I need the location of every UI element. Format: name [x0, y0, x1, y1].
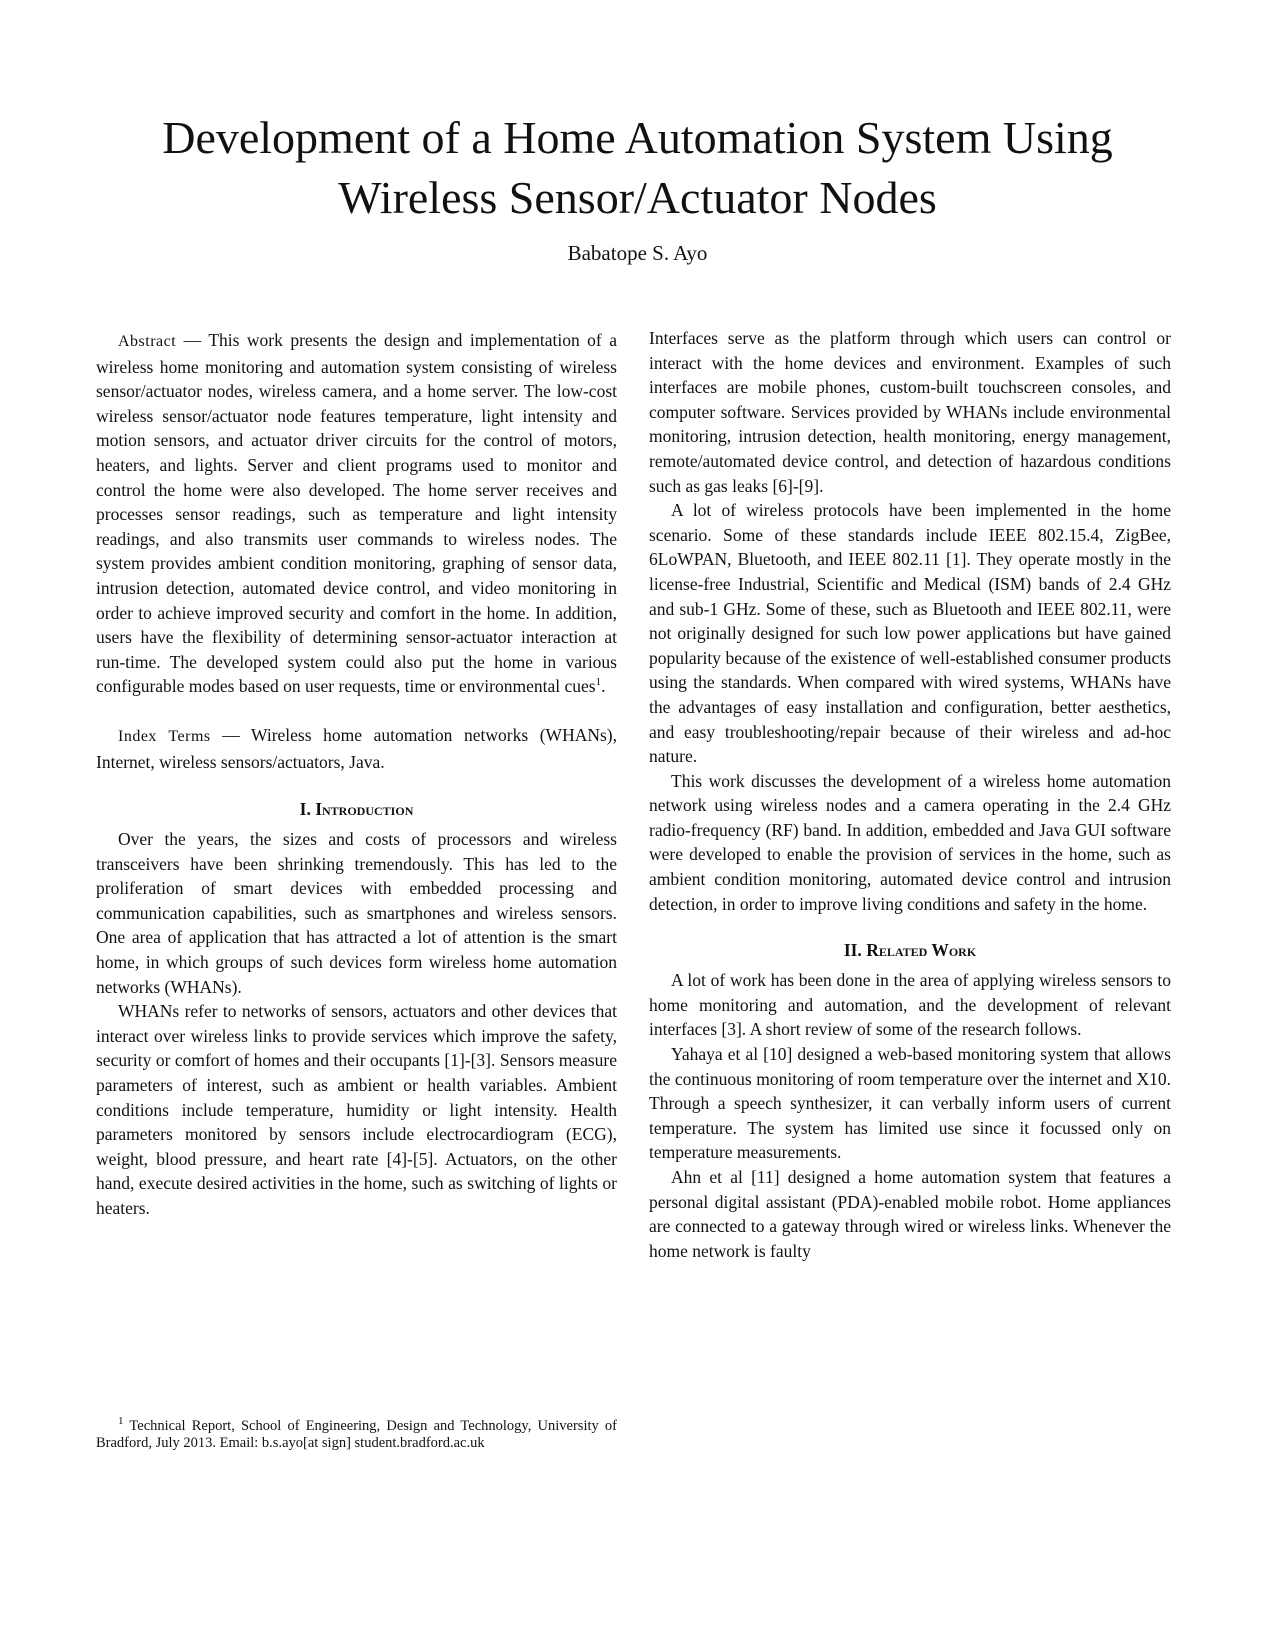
title-line-1: Development of a Home Automation System Using: [162, 112, 1113, 163]
index-terms-label: Index Terms: [118, 727, 211, 745]
footnote-mark: 1: [118, 1415, 124, 1428]
index-terms-text: Wireless home automation networks (WHANs), Internet, wireless sensors/actuators, Java.: [96, 724, 617, 772]
index-terms: [96, 723, 617, 774]
section-heading-related-work: [649, 938, 1171, 962]
title-line-2: Wireless Sensor/Actuator Nodes: [338, 172, 937, 223]
footnote: [96, 1415, 617, 1452]
abstract: [96, 328, 617, 699]
left-column: [96, 328, 617, 1221]
abstract-text: This work presents the design and implementation of a wireless home monitoring and automation system consisting of wireless sensor/actuator nodes, wireless camera, and a home server. The low-cost wireless sensor/actuator node features temperature, light intensity and motion sensors, and actuator driver circuits for the control of motors, heaters, and lights. Server and client programs used to monitor and control the home were also developed. The home server receives and processes sensor readings, such as temperature and light intensity readings, and also transmits user commands to wireless nodes. The system provides ambient condition monitoring, graphing of sensor data, intrusion detection, automated device control, and video monitoring in order to achieve improved security and comfort in the home. In addition, users have the flexibility of determining sensor-actuator interaction at run-time. The developed system could also put the home in various configurable modes based on user requests, time or environmental cues: [96, 330, 617, 697]
abstract-end: .: [601, 676, 606, 697]
section-heading-introduction: [96, 797, 617, 821]
footnote-body: Technical Report, School of Engineering, Design and Technology, University of Bradford, July 2013. Email: b.s.ayo[at sign] student.bradford.ac.uk: [96, 1418, 617, 1451]
index-terms-dash: —: [222, 724, 240, 745]
section-number: I.: [299, 799, 311, 820]
section-number: II.: [843, 940, 862, 961]
right-column: [649, 326, 1171, 1263]
paper-title: [80, 108, 1195, 228]
paragraph: A lot of work has been done in the area of applying wireless sensors to home monitoring and automation, and the development of relevant interfaces [3]. A short review of some of the research follows.: [649, 970, 1171, 1040]
paragraph-continuation: Interfaces serve as the platform through which users can control or interact with the home devices and environment. Examples of such interfaces are mobile phones, custom-built touchscreen consoles, and computer software. Services provided by WHANs include environmental monitoring, intrusion detection, health monitoring, energy management, remote/automated device control, and detection of hazardous conditions such as gas leaks [6]-[9].: [649, 328, 1171, 496]
footnote-text: [96, 1415, 617, 1452]
footnote-reference: 1: [595, 676, 602, 689]
section-title: Introduction: [315, 799, 414, 820]
paragraph: A lot of wireless protocols have been implemented in the home scenario. Some of these standards include IEEE 802.15.4, ZigBee, 6LoWPAN, Bluetooth, and IEEE 802.11 [1]. They operate mostly in the license-free Industrial, Scientific and Medical (ISM) bands of 2.4 GHz and sub-1 GHz. Some of these, such as Bluetooth and IEEE 802.11, were not originally designed for such low power applications but have gained popularity because of the existence of well-established consumer products using the standards. When compared with wired systems, WHANs have the advantages of easy installation and configuration, better aesthetics, and easy troubleshooting/repair because of their wireless and ad-hoc nature.: [649, 500, 1171, 767]
paragraph: Yahaya et al [10] designed a web-based monitoring system that allows the continuous monitoring of room temperature over the internet and X10. Through a speech synthesizer, it can verbally inform users of current temperature. The system has limited use since it focussed only on temperature measurements.: [649, 1044, 1171, 1163]
author-name: Babatope S. Ayo: [567, 241, 708, 265]
paragraph: This work discusses the development of a wireless home automation network using wireless nodes and a camera operating in the 2.4 GHz radio-frequency (RF) band. In addition, embedded and Java GUI software were developed to enable the provision of services in the home, such as ambient condition monitoring, automated device control and intrusion detection, in order to improve living conditions and safety in the home.: [649, 770, 1171, 914]
abstract-label: Abstract: [118, 333, 177, 350]
section-title: Related Work: [866, 940, 977, 961]
paragraph: Over the years, the sizes and costs of processors and wireless transceivers have been shrinking tremendously. This has led to the proliferation of smart devices with embedded processing and communication capabilities, such as smartphones and wireless sensors. One area of application that has attracted a lot of attention is the smart home, in which groups of such devices form wireless home automation networks (WHANs).: [96, 829, 617, 997]
paragraph: WHANs refer to networks of sensors, actuators and other devices that interact over wireless links to provide services which improve the safety, security or comfort of homes and their occupants [1]-[3]. Sensors measure parameters of interest, such as ambient or health variables. Ambient conditions include temperature, humidity or light intensity. Health parameters monitored by sensors include electrocardiogram (ECG), weight, blood pressure, and heart rate [4]-[5]. Actuators, on the other hand, execute desired activities in the home, such as switching of lights or heaters.: [96, 1001, 617, 1218]
paragraph: Ahn et al [11] designed a home automation system that features a personal digital assistant (PDA)-enabled mobile robot. Home appliances are connected to a gateway through wired or wireless links. Whenever the home network is faulty: [649, 1167, 1171, 1261]
abstract-dash: —: [183, 330, 202, 350]
